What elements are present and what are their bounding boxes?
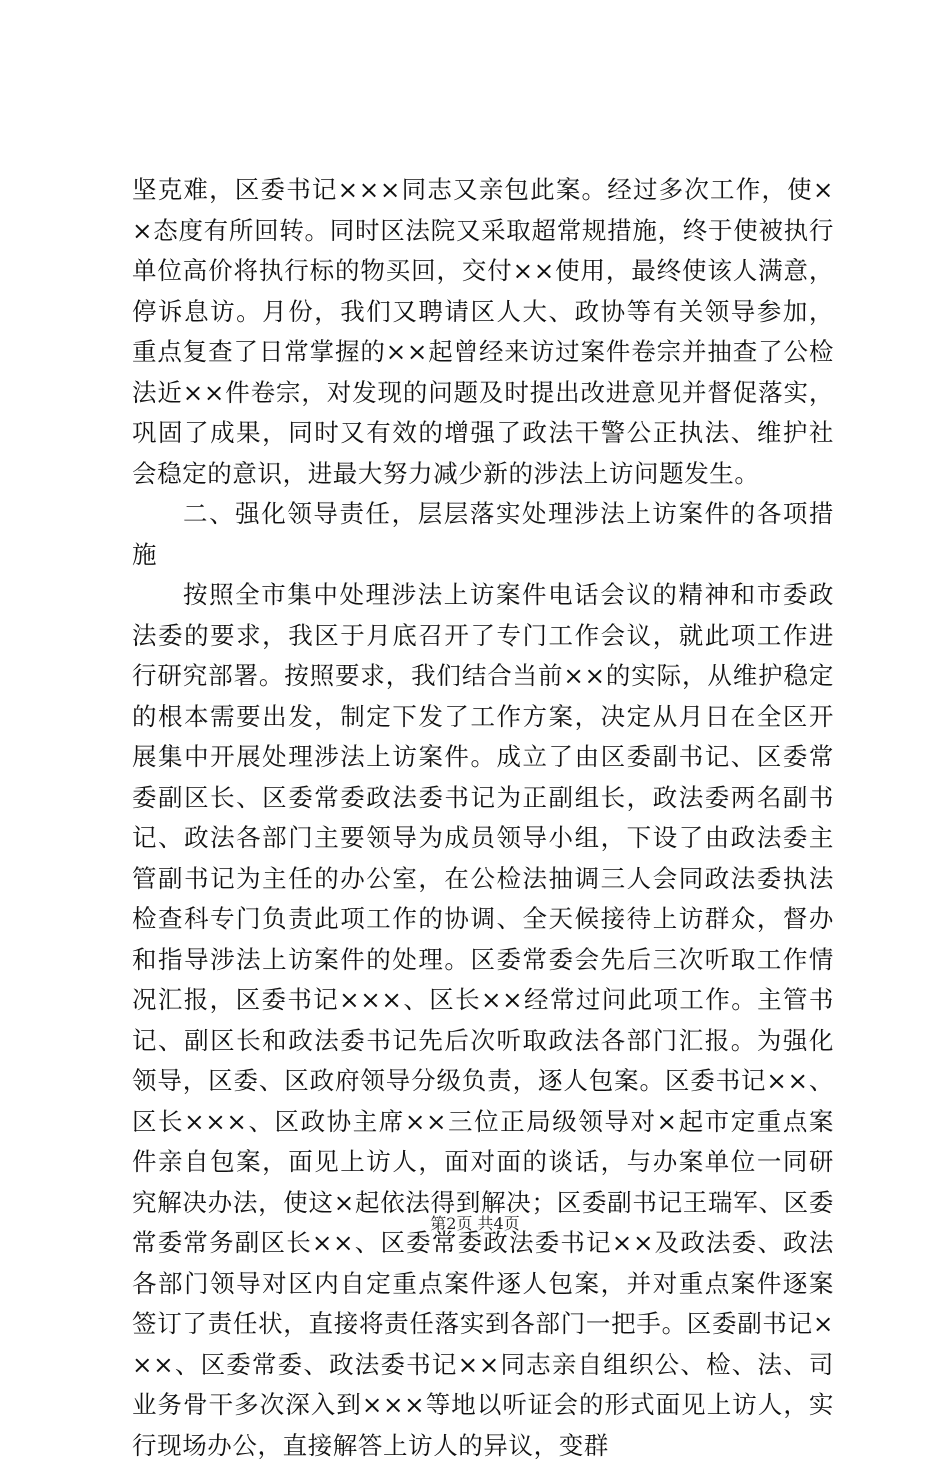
paragraph-body: 按照全市集中处理涉法上访案件电话会议的精神和市委政法委的要求，我区于月底召开了专门工作会议，就此项工作进行研究部署。按照要求，我们结合当前××的实际，从维护稳定的根本需要出发，制定下发了工作方案，决定从月日在全区开展集中开展处理涉法上访案件。成立了由区委副书记、区委常委副区长、区委常委政法委书记为正副组长，政法委两名副书记、政法各部门主要领导为成员领导小组，下设了由政法委主管副书记为主任的办公室，在公检法抽调三人会同政法委执法检查科专门负责此项工作的协调、全天候接待上访群众，督办和指导涉法上访案件的处理。区委常委会先后三次听取工作情况汇报，区委书记×××、区长××经常过问此项工作。主管书记、副区长和政法委书记先后次听取政法各部门汇报。为强化领导，区委、区政府领导分级负责，逐人包案。区委书记××、区长×××、区政协主席××三位正局级领导对×起市定重点案件亲自包案，面见上访人，面对面的谈话，与办案单位一同研究解决办法，使这×起依法得到解决；区委副书记王瑞军、区委常委常务副区长××、区委常委政法委书记××及政法委、政法各部门领导对区内自定重点案件逐人包案，并对重点案件逐案签订了责任状，直接将责任落实到各部门一把手。区委副书记×××、区委常委、政法委书记××同志亲自组织公、检、法、司业务骨干多次深入到×××等地以听证会的形式面见上访人，实行现场办公，直接解答上访人的异议，变群 bbox=[132, 580, 834, 1460]
page-footer: 第2页 共4页 bbox=[430, 1214, 520, 1233]
paragraph-continuation: 坚克难，区委书记×××同志又亲包此案。经过多次工作，使××态度有所回转。同时区法院又采取超常规措施，终于使被执行单位高价将执行标的物买回，交付××使用，最终使该人满意，停诉息访。月份，我们又聘请区人大、政协等有关领导参加，重点复查了日常掌握的××起曾经来访过案件卷宗并抽查了公检法近××件卷宗，对发现的问题及时提出改进意见并督促落实，巩固了成果，同时又有效的增强了政法干警公正执法、维护社会稳定的意识，进最大努力减少新的涉法上访问题发生。 bbox=[132, 175, 834, 488]
document-body bbox=[132, 170, 834, 1466]
section-heading: 二、强化领导责任，层层落实处理涉法上访案件的各项措施 bbox=[132, 499, 834, 569]
